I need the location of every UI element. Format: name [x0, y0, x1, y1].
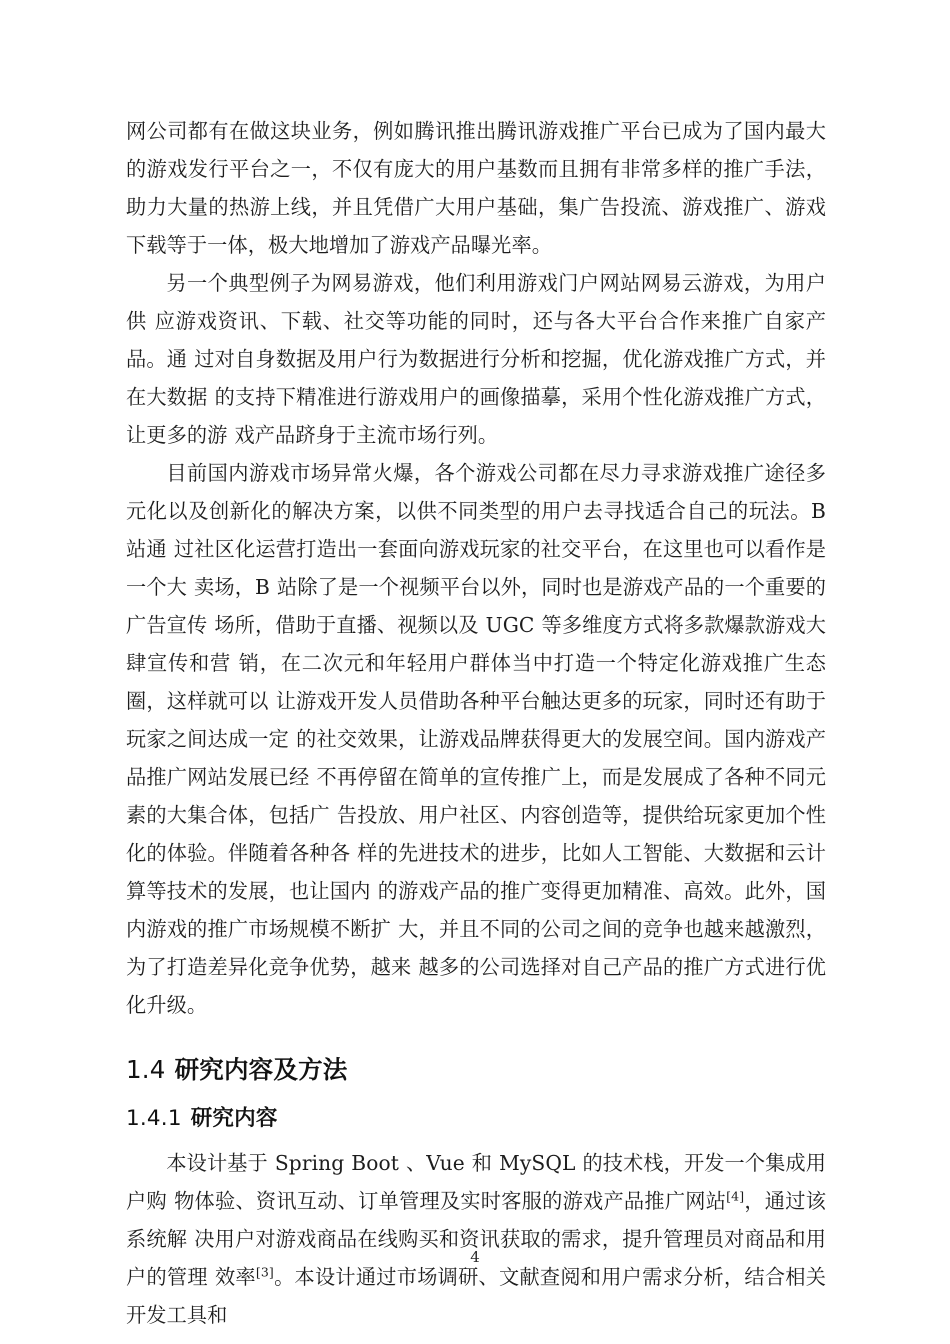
paragraph-4-part-2: ，通过该系统解 决用户对游戏商品在线购买和资讯获取的需求，提升管理员对商品和用户的管理 效率 — [126, 1189, 826, 1289]
paragraph-3: 目前国内游戏市场异常火爆，各个游戏公司都在尽力寻求游戏推广途径多元化以及创新化的解决方案，以供不同类型的用户去寻找适合自己的玩法。B 站通 过社区化运营打造出一套面向游戏玩家的社交平台，在这里也可以看作是一个大 卖场，B 站除了是一个视频平台以外，同时也是游戏产品的一个重要的广告宣传 场所，借助于直播、视频以及 UGC 等多维度方式将多款爆款游戏大肆宣传和营 销，在二次元和年轻用户群体当中打造一个特定化游戏推广生态圈，这样就可以 让游戏开发人员借助各种平台触达更多的玩家，同时还有助于玩家之间达成一定 的社交效果，让游戏品牌获得更大的发展空间。国内游戏产品推广网站发展已经 不再停留在简单的宣传推广上，而是发展成了各种不同元素的大集合体，包括广 告投放、用户社区、内容创造等，提供给玩家更加个性化的体验。伴随着各种各 样的先进技术的进步，比如人工智能、大数据和云计算等技术的发展，也让国内 的游戏产品的推广变得更加精准、高效。此外，国内游戏的推广市场规模不断扩 大，并且不同的公司之间的竞争也越来越激烈，为了打造差异化竞争优势，越来 越多的公司选择对自己产品的推广方式进行优化升级。 — [126, 461, 826, 1017]
heading-subsection-number: 1.4.1 — [126, 1106, 182, 1131]
heading-section-number: 1.4 — [126, 1055, 166, 1084]
heading-subsection-1-4-1 — [126, 1100, 826, 1138]
heading-section-1-4 — [126, 1050, 826, 1090]
paragraph-4-part-1: 本设计基于 Spring Boot 、Vue 和 MySQL 的技术栈，开发一个集成用户购 物体验、资讯互动、订单管理及实时客服的游戏产品推广网站 — [126, 1151, 826, 1213]
paragraph-1: 网公司都有在做这块业务，例如腾讯推出腾讯游戏推广平台已成为了国内最大的游戏发行平台之一，不仅有庞大的用户基数而且拥有非常多样的推广手法，助力大量的热游上线，并且凭借广大用户基础，集广告投流、游戏推广、游戏下载等于一体，极大地增加了游戏产品曝光率。 — [126, 119, 826, 257]
page-content — [126, 112, 826, 1334]
paragraph-4-part-3: 。本设计通过市场调研、文献查阅和用户需求分析，结合相关开发工具和 — [126, 1265, 827, 1327]
page-number: 4 — [470, 1248, 480, 1266]
heading-subsection-title: 研究内容 — [190, 1106, 278, 1131]
paragraph-2: 另一个典型例子为网易游戏，他们利用游戏门户网站网易云游戏，为用户供 应游戏资讯、下载、社交等功能的同时，还与各大平台合作来推广自家产品。通 过对自身数据及用户行为数据进行分析和挖掘，优化游戏推广方式，并在大数据 的支持下精准进行游戏用户的画像描摹，采用个性化游戏推广方式，让更多的游 戏产品跻身于主流市场行列。 — [126, 271, 826, 447]
citation-reference-4: [4] — [726, 1188, 745, 1204]
paragraph-4 — [126, 1144, 826, 1334]
citation-reference-3: [3] — [255, 1264, 274, 1280]
heading-section-title: 研究内容及方法 — [174, 1055, 348, 1084]
